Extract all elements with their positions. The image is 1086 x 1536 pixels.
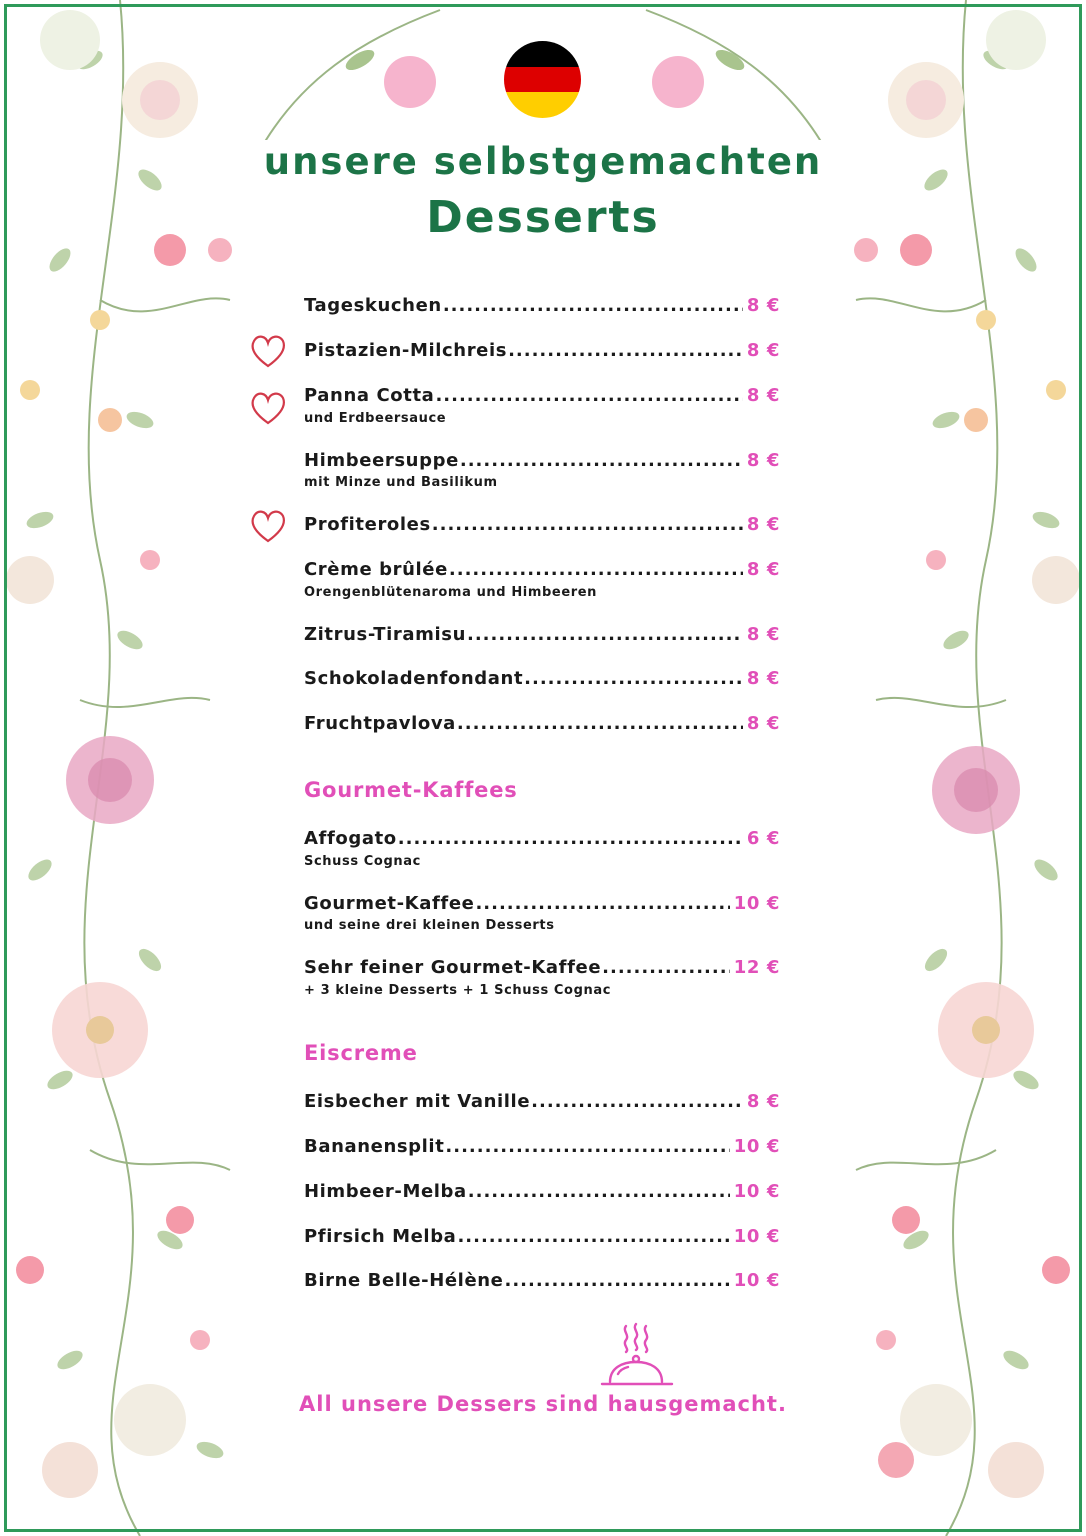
dessert-item (304, 295, 780, 319)
item-name: Tageskuchen (304, 295, 442, 316)
coffee-item (304, 893, 780, 917)
item-price: 10 € (733, 893, 780, 914)
dot-leader (508, 340, 743, 361)
item-price: 8 € (746, 340, 780, 361)
item-name: Pistazien-Milchreis (304, 340, 508, 361)
coffee-item (304, 957, 780, 981)
dot-leader (398, 828, 743, 849)
german-flag-icon (504, 41, 581, 118)
dot-leader (468, 1181, 730, 1202)
item-name: Crème brûlée (304, 559, 448, 580)
item-price: 8 € (746, 295, 780, 316)
coffee-item (304, 828, 780, 852)
item-name: Gourmet-Kaffee (304, 893, 475, 914)
heart-outline-icon (248, 331, 288, 371)
dessert-item (304, 340, 780, 364)
dot-leader (602, 957, 730, 978)
item-price: 8 € (746, 514, 780, 535)
item-name: Himbeer-Melba (304, 1181, 467, 1202)
item-description: mit Minze und Basilikum (304, 475, 498, 490)
item-price: 8 € (746, 713, 780, 734)
dot-leader (475, 893, 729, 914)
item-description: und Erdbeersauce (304, 411, 447, 426)
item-price: 8 € (746, 668, 780, 689)
item-name: Sehr feiner Gourmet-Kaffee (304, 957, 602, 978)
footer-note: All unsere Dessers sind hausgemacht. (299, 1392, 787, 1416)
dot-leader (504, 1270, 729, 1291)
item-price: 8 € (746, 624, 780, 645)
flag-stripe-red (504, 67, 581, 93)
item-name: Fruchtpavlova (304, 713, 456, 734)
section-title-coffee: Gourmet-Kaffees (304, 778, 518, 802)
item-name: Eisbecher mit Vanille (304, 1091, 531, 1112)
item-name: Zitrus-Tiramisu (304, 624, 466, 645)
item-description: und seine drei kleinen Desserts (304, 918, 555, 933)
dot-leader (435, 385, 742, 406)
dot-leader (432, 514, 743, 535)
item-price: 8 € (746, 450, 780, 471)
item-name: Affogato (304, 828, 397, 849)
food-cloche-icon (598, 1322, 676, 1394)
item-price: 10 € (733, 1136, 780, 1157)
section-title-icecream: Eiscreme (304, 1041, 418, 1065)
item-name: Birne Belle-Hélène (304, 1270, 504, 1291)
item-price: 8 € (746, 385, 780, 406)
dessert-item (304, 713, 780, 737)
dessert-item (304, 624, 780, 648)
item-price: 12 € (733, 957, 780, 978)
dot-leader (531, 1091, 743, 1112)
icecream-item (304, 1091, 780, 1115)
dot-leader (524, 668, 743, 689)
heart-outline-icon (248, 388, 288, 428)
item-description: + 3 kleine Desserts + 1 Schuss Cognac (304, 983, 612, 998)
dot-leader (460, 450, 743, 471)
dot-leader (445, 1136, 729, 1157)
item-description: Schuss Cognac (304, 854, 421, 869)
dessert-item (304, 450, 780, 474)
dot-leader (457, 1226, 729, 1247)
icecream-item (304, 1270, 780, 1294)
item-name: Bananensplit (304, 1136, 445, 1157)
dot-leader (467, 624, 743, 645)
dessert-item (304, 559, 780, 583)
item-description: Orengenblütenaroma und Himbeeren (304, 585, 598, 600)
item-price: 8 € (746, 1091, 780, 1112)
menu-title-line2: Desserts (426, 192, 660, 243)
dessert-item (304, 668, 780, 692)
item-price: 10 € (733, 1270, 780, 1291)
item-price: 8 € (746, 559, 780, 580)
item-name: Schokoladenfondant (304, 668, 524, 689)
heart-outline-icon (248, 506, 288, 546)
icecream-item (304, 1136, 780, 1160)
item-name: Profiteroles (304, 514, 431, 535)
item-name: Pfirsich Melba (304, 1226, 457, 1247)
dessert-item (304, 514, 780, 538)
dot-leader (449, 559, 743, 580)
item-name: Panna Cotta (304, 385, 435, 406)
item-price: 10 € (733, 1226, 780, 1247)
dot-leader (457, 713, 743, 734)
item-name: Himbeersuppe (304, 450, 459, 471)
icecream-item (304, 1181, 780, 1205)
dessert-item (304, 385, 780, 409)
item-price: 10 € (733, 1181, 780, 1202)
icecream-item (304, 1226, 780, 1250)
item-price: 6 € (746, 828, 780, 849)
menu-title-line1: unsere selbstgemachten (263, 140, 823, 183)
dot-leader (443, 295, 743, 316)
